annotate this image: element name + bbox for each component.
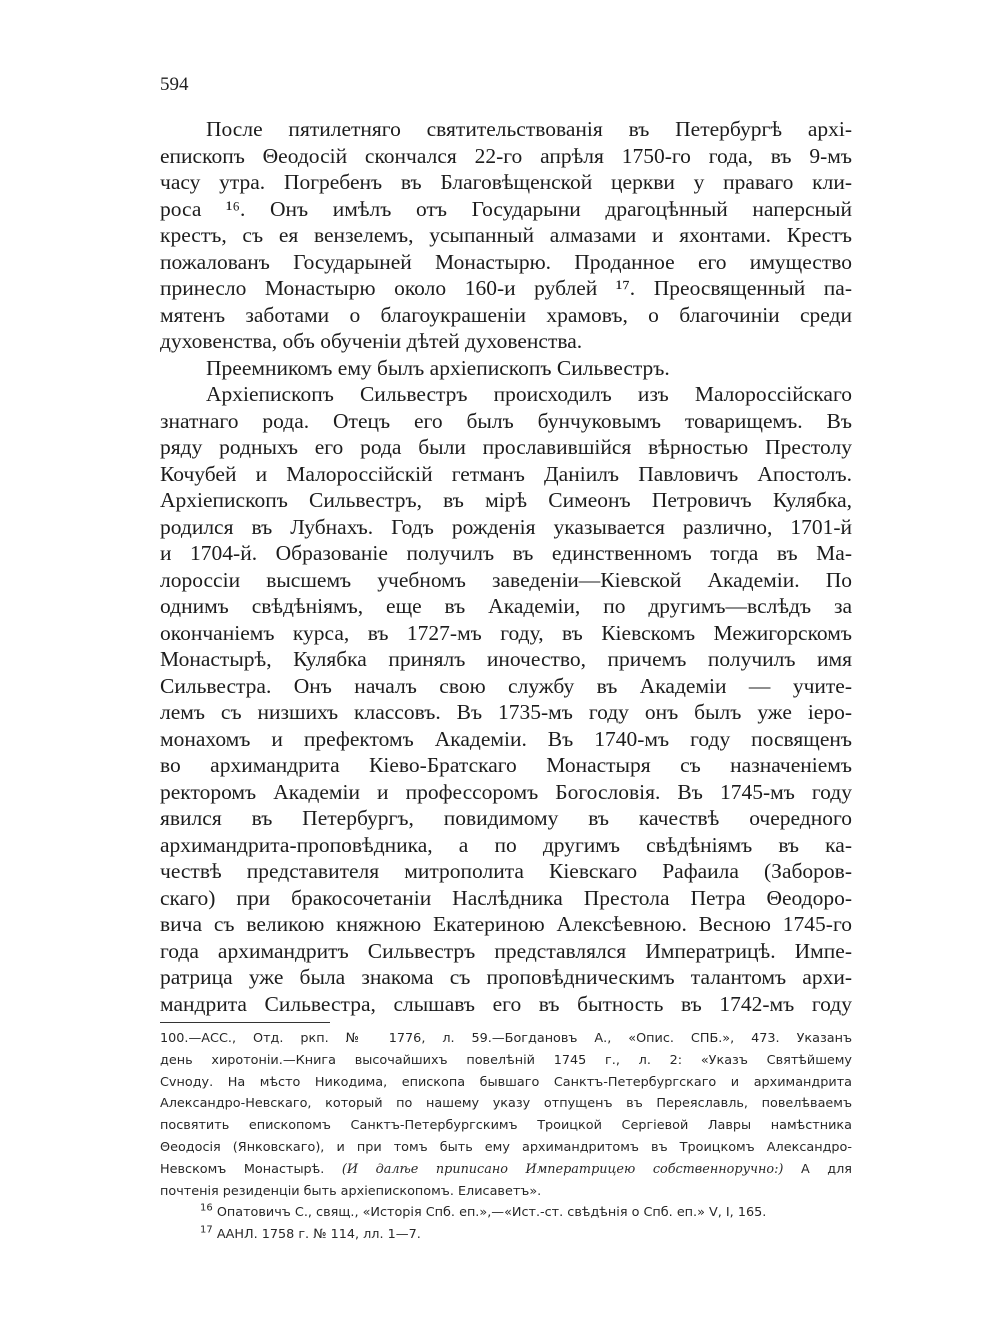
text-line: монахомъ и префектомъ Академіи. Въ 1740-мъ году посвященъ bbox=[160, 726, 852, 751]
footnote-text: ААНЛ. 1758 г. № 114, лл. 1—7. bbox=[216, 1227, 421, 1243]
footnote-italic-note: (И далѣе приписано Императрицею собственноручно:) bbox=[341, 1161, 784, 1177]
text-line: часу утра. Погребенъ въ Благовѣщенской церкви у праваго кли- bbox=[160, 170, 852, 194]
footnote-mark: 16 bbox=[200, 1203, 213, 1215]
text-line: ректоромъ Академіи и профессоромъ Богословія. Въ 1745-мъ году bbox=[160, 779, 852, 804]
text-line: крестъ, съ ея вензелемъ, усыпанный алмазами и яхонтами. Крестъ bbox=[160, 223, 852, 247]
text-line: После пятилетняго святительствованія въ Петербургѣ архі- bbox=[206, 117, 852, 141]
footnote-line: почтенія резиденціи быть архіепископомъ. Елисаветъ». bbox=[160, 1183, 542, 1199]
text-line: Архіепископъ Сильвестръ происходилъ изъ Малороссійскаго bbox=[206, 382, 852, 406]
text-line: Монастырѣ, Кулябка принялъ иночество, причемъ получилъ имя bbox=[160, 647, 852, 671]
text-line: окончаніемъ курса, въ 1727-мъ году, въ Кіевскомъ Межигорскомъ bbox=[160, 620, 852, 645]
text-line: принесло Монастырю около 160-и рублей ¹⁷. Преосвященный па- bbox=[160, 276, 852, 300]
text-line: епископъ Θеодосій скончался 22-го апрѣля 1750-го года, въ 9-мъ bbox=[160, 143, 852, 168]
footnote-line: Сvноду. На мѣсто Никодима, епископа бывшаго Санктъ-Петербургскаго и архимандрита bbox=[160, 1074, 852, 1090]
text-line: лемъ съ низшихъ классовъ. Въ 1735-мъ году онъ былъ уже іеро- bbox=[160, 700, 852, 724]
footnote-text: А для bbox=[783, 1161, 852, 1177]
footnote-text: Опатовичъ С., свящ., «Исторія Спб. еп.»,—«Ист.-ст. свѣдѣнія о Спб. еп.» V, I, 165. bbox=[216, 1205, 767, 1221]
text-line: лороссіи высшемъ учебномъ заведеніи—Кіевской Академіи. По bbox=[160, 567, 852, 592]
text-line: Кочубей и Малороссійскій гетманъ Даніилъ Павловичъ Апостолъ. bbox=[160, 461, 852, 486]
text-line: скаго) при бракосочетаніи Наслѣдника Престола Петра Θеодоро- bbox=[160, 885, 852, 910]
footnote-line: Александро-Невскаго, который по нашему указу отпущенъ въ Переяславль, повелѣваемъ bbox=[160, 1096, 852, 1112]
text-line: и 1704-й. Образованіе получилъ въ единственномъ тогда въ Ма- bbox=[160, 541, 852, 565]
footnotes bbox=[160, 1028, 852, 1246]
text-line: Сильвестра. Онъ началъ свою службу въ Академіи — учите- bbox=[160, 673, 852, 698]
main-text bbox=[160, 116, 852, 1017]
text-line: мандрита Сильвестра, слышавъ его въ бытность въ 1742-мъ году bbox=[160, 991, 852, 1016]
text-line: во архимандрита Кіево-Братскаго Монастыря съ назначеніемъ bbox=[160, 753, 852, 777]
text-line: вича съ великою княжною Екатериною Алексѣевною. Весною 1745-го bbox=[160, 912, 852, 936]
text-line: чествѣ представителя митрополита Кіевскаго Рафаила (Заборов- bbox=[160, 859, 852, 883]
footnote-mark: 17 bbox=[200, 1224, 213, 1236]
footnote-line: Θеодосія (Янковскаго), и при томъ быть ему архимандритомъ въ Троицкомъ Александро- bbox=[160, 1139, 852, 1155]
text-line: ряду родныхъ его рода были прославившійся вѣрностью Престолу bbox=[160, 435, 852, 459]
text-line: знатнаго рода. Отецъ его былъ бунчуковымъ товарищемъ. Въ bbox=[160, 408, 852, 433]
footnote-line bbox=[160, 1159, 852, 1181]
footnote-16 bbox=[160, 1202, 852, 1224]
page-number: 594 bbox=[160, 74, 189, 95]
text-line: Преемникомъ ему былъ архіепископъ Сильвестръ. bbox=[206, 355, 670, 380]
text-line: однимъ свѣдѣніямъ, еще въ Академіи, по другимъ—вслѣдъ за bbox=[160, 594, 852, 618]
text-line: родился въ Лубнахъ. Годъ рожденія указывается различно, 1701-й bbox=[160, 514, 852, 539]
footnote-text: Невскомъ Монастырѣ. bbox=[160, 1161, 342, 1177]
text-line: мятенъ заботами о благоукрашеніи храмовъ, о благочиніи среди bbox=[160, 302, 852, 327]
text-line: роса ¹⁶. Онъ имѣлъ отъ Государыни драгоцѣнный наперсный bbox=[160, 196, 852, 221]
text-line: года архимандритъ Сильвестръ представлялся Императрицѣ. Импе- bbox=[160, 938, 852, 963]
text-line: Архіепископъ Сильвестръ, въ мірѣ Симеонъ Петровичъ Кулябка, bbox=[160, 488, 852, 512]
text-line: ратрица уже была знакома съ проповѣдническимъ талантомъ архи- bbox=[160, 965, 852, 989]
footnote-divider bbox=[160, 1022, 330, 1023]
text-line: явился въ Петербургъ, повидимому въ качествѣ очередного bbox=[160, 806, 852, 830]
text-line: духовенства, объ обученіи дѣтей духовенства. bbox=[160, 329, 583, 353]
footnote-line: 100.—АСС., Отд. ркп. № 1776, л. 59.—Богдановъ А., «Опис. СПБ.», 473. Указанъ bbox=[160, 1031, 852, 1046]
footnote-line: день хиротоніи.—Книга высочайшихъ повелѣній 1745 г., л. 2: «Указъ Святѣйшему bbox=[160, 1052, 852, 1068]
text-line: пожалованъ Государыней Монастырю. Проданное его имущество bbox=[160, 249, 852, 274]
footnote-line: посвятить епископомъ Санктъ-Петербургскимъ Троицкой Сергіевой Лавры намѣстника bbox=[160, 1118, 852, 1134]
footnote-17 bbox=[160, 1224, 852, 1246]
text-line: архимандрита-проповѣдника, а по другимъ свѣдѣніямъ въ ка- bbox=[160, 832, 852, 857]
